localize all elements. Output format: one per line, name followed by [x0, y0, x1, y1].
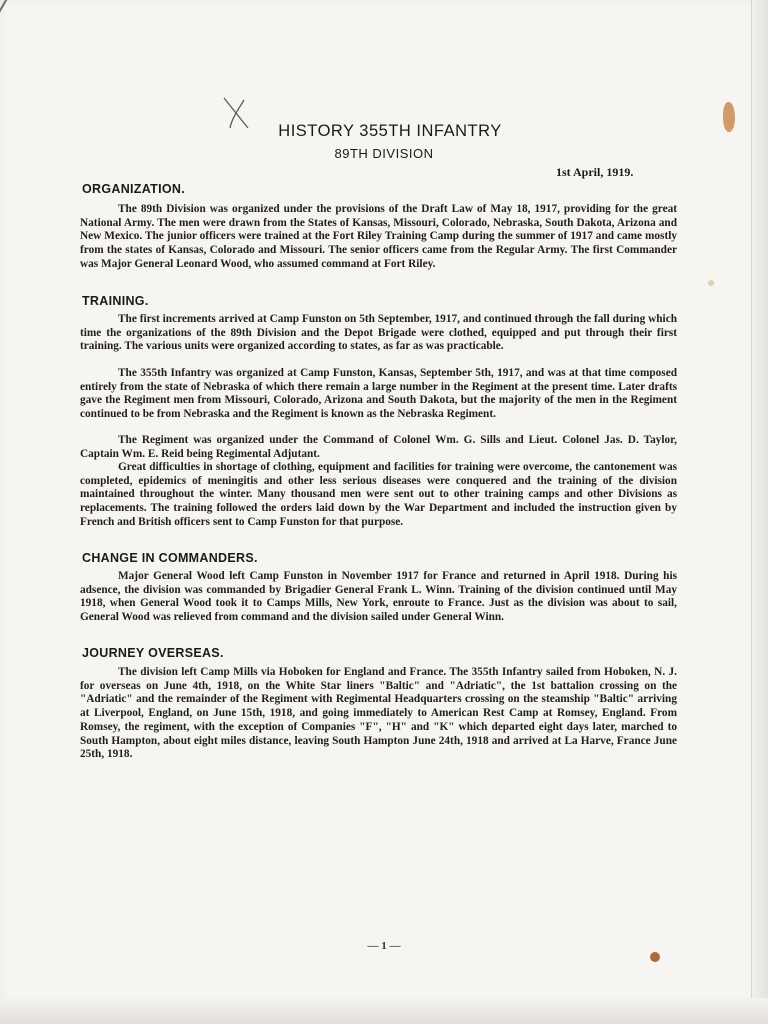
paragraph: The 355th Infantry was organized at Camp Funston, Kansas, September 5th, 1917, and was at that time composed entirely from the state of Nebraska of which there remain a large number in the Regiment at the present time. Later drafts gave the Regiment men from Missouri, Colorado, Arizona and South Dakota, but the majority of the men in the Regiment continued to be from Nebraska and the Regiment is known as the Nebraska Regiment.: [80, 367, 677, 421]
paragraph: Major General Wood left Camp Funston in November 1917 for France and returned in April 1918. During his adsence, the division was commanded by Brigadier General Frank L. Winn. Training of the division continued until May 1918, when General Wood took it to Camps Mills, New York, enroute to France. Just as the division was about to sail, General Wood was relieved from command and the division sailed under General Winn.: [80, 570, 677, 624]
page-number: — 1 —: [367, 940, 401, 952]
document-title: HISTORY 355TH INFANTRY: [278, 122, 502, 140]
paragraph: The first increments arrived at Camp Funston on 5th September, 1917, and continued through the fall during which time the organizations of the 89th Division and the Depot Brigade were clothed, equipped and put through their first training. The various units were organized according to states, as far as was practicable.: [80, 313, 677, 353]
paragraph: The Regiment was organized under the Command of Colonel Wm. G. Sills and Lieut. Colonel Jas. D. Taylor, Captain Wm. E. Reid being Regimental Adjutant.: [80, 434, 677, 460]
document-date: 1st April, 1919.: [556, 165, 634, 179]
pencil-mark: [0, 0, 10, 22]
document-subtitle: 89TH DIVISION: [334, 146, 434, 161]
paragraph: The 89th Division was organized under the provisions of the Draft Law of May 18, 1917, providing for the great National Army. The men were drawn from the States of Kansas, Missouri, Colorado, Nebraska, South Dakota, Arizona and New Mexico. The junior officers were trained at the Fort Riley Training Camp during the summer of 1917 and came mostly from the states of Kansas, Colorado and Missouri. The senior officers came from the Regular Army. The first Commander was Major General Leonard Wood, who assumed command at Fort Riley.: [80, 203, 677, 270]
section-heading-change-in-commanders: CHANGE IN COMMANDERS.: [82, 551, 258, 565]
stain-mark: [708, 280, 714, 286]
section-heading-journey-overseas: JOURNEY OVERSEAS.: [82, 646, 224, 660]
section-heading-organization: ORGANIZATION.: [82, 182, 185, 196]
stain-mark: [650, 952, 660, 962]
section-heading-training: TRAINING.: [82, 294, 149, 308]
paragraph: The division left Camp Mills via Hoboken for England and France. The 355th Infantry sailed from Hoboken, N. J. for overseas on June 4th, 1918, on the White Star liners "Baltic" and "Adriatic", the 1st battalion crossing on the "Adriatic" and the remainder of the Regiment with Regimental Headquarters crossing on the steamship "Baltic" arriving at Liverpool, England, on June 15th, 1918, and going immediately to American Rest Camp at Romsey, England. From Romsey, the regiment, with the exception of Companies "F", "H" and "K" which departed eight days later, marched to South Hampton, about eight miles distance, leaving South Hampton June 24th, 1918 and arrived at La Harve, France June 25th, 1918.: [80, 666, 677, 761]
page-edge-bottom: [0, 998, 768, 1024]
paragraph: Great difficulties in shortage of clothing, equipment and facilities for training were overcome, the cantonement was completed, epidemics of meningitis and other less serious diseases were conquered and the training of the division maintained throughout the winter. Many thousand men were sent out to other training camps and other Divisions as replacements. The training followed the orders laid down by the War Department and included the instruction given by French and British officers sent to Camp Funston for that purpose.: [80, 461, 677, 528]
